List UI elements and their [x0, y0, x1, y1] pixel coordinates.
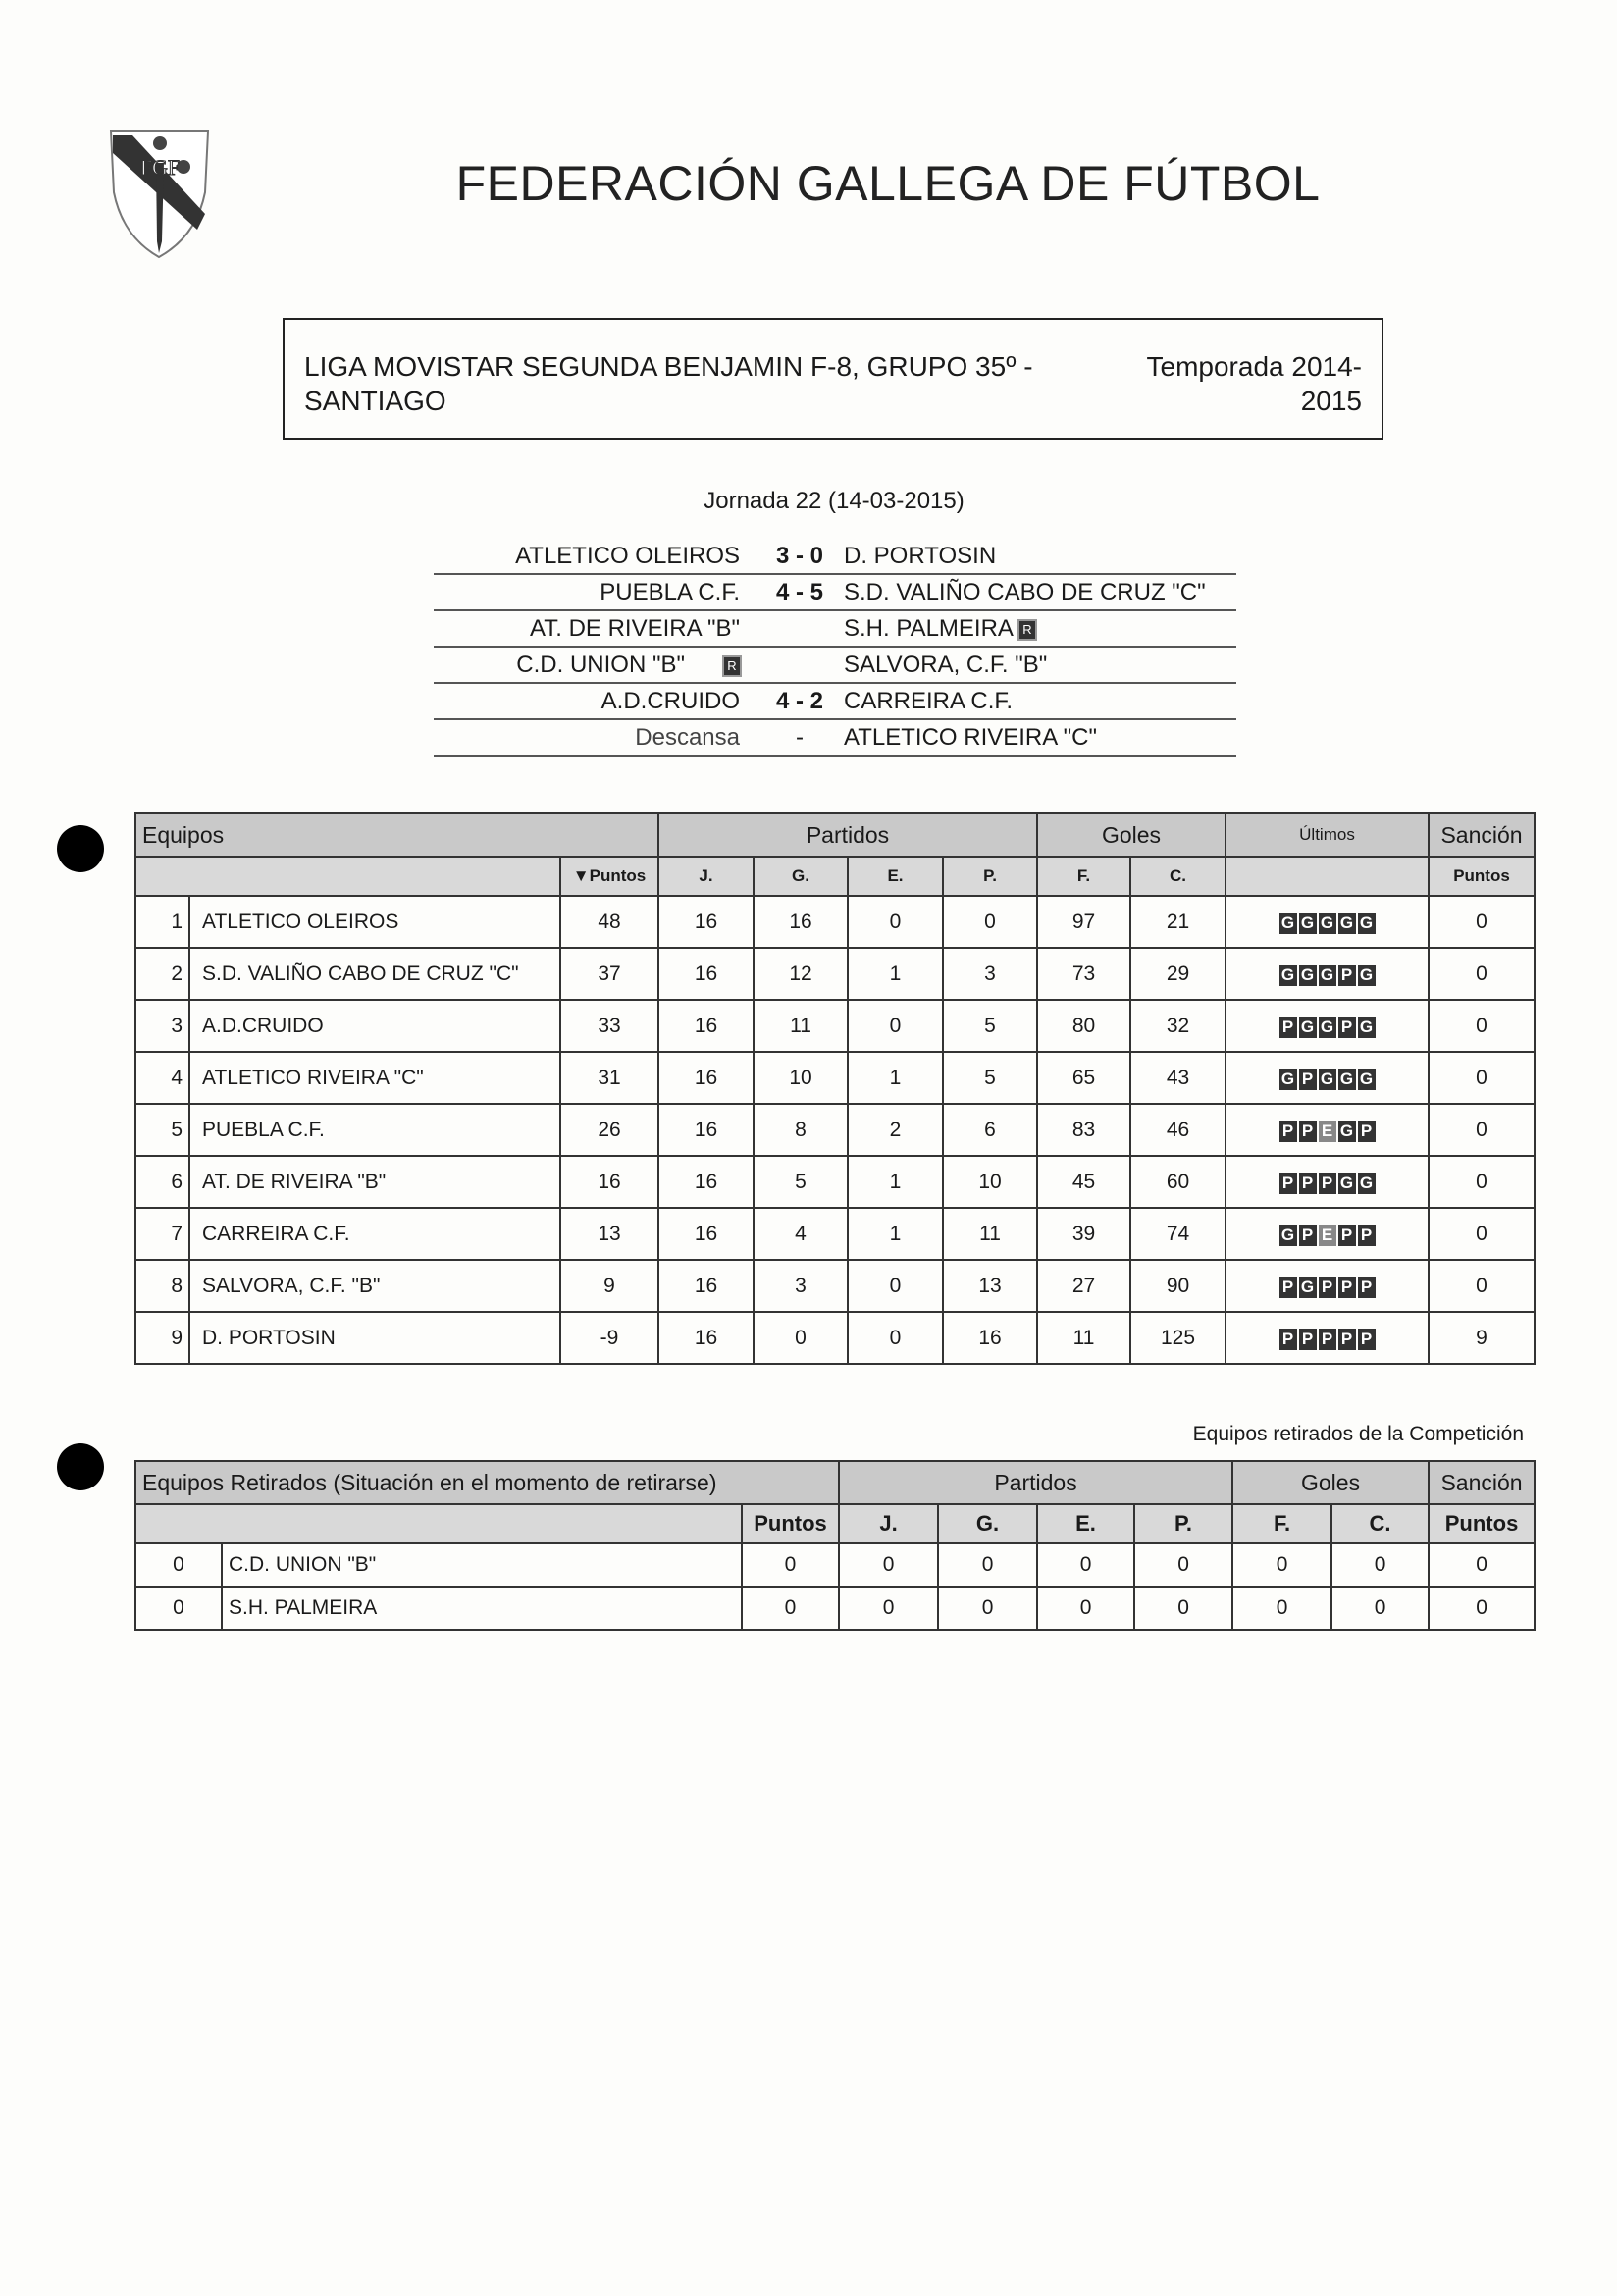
stat-j: 16 [658, 1104, 754, 1156]
team-name: CARREIRA C.F. [189, 1208, 560, 1260]
stat-g: 12 [754, 948, 848, 1000]
stat-g: 0 [754, 1312, 848, 1364]
sanction-points: 0 [1429, 1208, 1535, 1260]
stat-j: 0 [839, 1543, 938, 1587]
sanction-points: 0 [1429, 1052, 1535, 1104]
group-sancion: Sanción [1429, 1461, 1535, 1504]
stat-c: 0 [1331, 1587, 1429, 1630]
stat-f: 0 [1232, 1587, 1331, 1630]
form-badge-P: P [1279, 1277, 1297, 1298]
sanction-points: 0 [1429, 1587, 1535, 1630]
table-row [135, 1260, 1535, 1312]
form-badge-G: G [1319, 1017, 1336, 1038]
stat-p: 10 [943, 1156, 1037, 1208]
table-row [135, 1312, 1535, 1364]
stat-j: 16 [658, 1312, 754, 1364]
group-partidos: Partidos [658, 813, 1037, 857]
group-ultimos: Últimos [1226, 813, 1429, 857]
form-badge-G: G [1358, 1017, 1376, 1038]
form-badge-G: G [1299, 965, 1317, 986]
stat-g: 4 [754, 1208, 848, 1260]
group-partidos: Partidos [839, 1461, 1232, 1504]
score: 4 - 2 [775, 688, 824, 714]
recent-form [1226, 1000, 1429, 1052]
stat-p: 11 [943, 1208, 1037, 1260]
form-badge-P: P [1319, 1329, 1336, 1350]
form-badge-G: G [1299, 1277, 1317, 1298]
stat-f: 65 [1037, 1052, 1130, 1104]
position: 7 [135, 1208, 189, 1260]
retired-badge-icon: R [1019, 621, 1035, 639]
group-sancion: Sanción [1429, 813, 1535, 857]
home-team: C.D. UNION "B" [516, 652, 685, 678]
position: 2 [135, 948, 189, 1000]
form-badge-G: G [1279, 913, 1297, 934]
stat-p: 0 [1134, 1543, 1232, 1587]
fixture-row [434, 611, 1236, 648]
stat-pts: 13 [560, 1208, 658, 1260]
form-badge-E: E [1319, 1121, 1336, 1142]
form-badge-G: G [1319, 913, 1336, 934]
stat-c: 90 [1130, 1260, 1226, 1312]
col-sancion-puntos: Puntos [1429, 1504, 1535, 1543]
stat-c: 21 [1130, 896, 1226, 948]
recent-form [1226, 1312, 1429, 1364]
league-name: LIGA MOVISTAR SEGUNDA BENJAMIN F-8, GRUPO 35º - SANTIAGO [304, 351, 1033, 416]
form-badge-E: E [1319, 1225, 1336, 1246]
team-name: S.D. VALIÑO CABO DE CRUZ "C" [189, 948, 560, 1000]
sanction-points: 0 [1429, 1260, 1535, 1312]
recent-form [1226, 896, 1429, 948]
stat-g: 11 [754, 1000, 848, 1052]
col-e: E. [1037, 1504, 1134, 1543]
stat-e: 2 [848, 1104, 943, 1156]
punch-hole [57, 1443, 104, 1490]
form-badge-G: G [1338, 1121, 1356, 1142]
sanction-points: 9 [1429, 1312, 1535, 1364]
table-row [135, 1587, 1535, 1630]
season-label: Temporada 2014-2015 [1146, 351, 1362, 416]
position: 0 [135, 1587, 222, 1630]
form-badge-P: P [1279, 1017, 1297, 1038]
form-badge-P: P [1279, 1173, 1297, 1194]
stat-p: 6 [943, 1104, 1037, 1156]
svg-text:FGF: FGF [139, 155, 181, 180]
sanction-points: 0 [1429, 948, 1535, 1000]
stat-p: 16 [943, 1312, 1037, 1364]
league-info-box [283, 318, 1383, 440]
stat-c: 32 [1130, 1000, 1226, 1052]
position: 9 [135, 1312, 189, 1364]
home-team: Descansa [635, 724, 740, 751]
team-name: D. PORTOSIN [189, 1312, 560, 1364]
table-row [135, 1000, 1535, 1052]
col-f: F. [1232, 1504, 1331, 1543]
form-badge-G: G [1338, 1069, 1356, 1090]
form-badge-P: P [1358, 1225, 1376, 1246]
team-name: A.D.CRUIDO [189, 1000, 560, 1052]
table-row [135, 1208, 1535, 1260]
form-badge-G: G [1299, 913, 1317, 934]
stat-e: 0 [1037, 1543, 1134, 1587]
group-goles: Goles [1232, 1461, 1429, 1504]
form-badge-P: P [1358, 1329, 1376, 1350]
stat-e: 0 [848, 896, 943, 948]
stat-pts: -9 [560, 1312, 658, 1364]
stat-e: 1 [848, 1208, 943, 1260]
stat-g: 0 [938, 1543, 1037, 1587]
home-team-cell [530, 611, 740, 646]
stat-pts: 0 [742, 1587, 839, 1630]
sanction-points: 0 [1429, 896, 1535, 948]
table-row [135, 896, 1535, 948]
stat-f: 73 [1037, 948, 1130, 1000]
stat-p: 13 [943, 1260, 1037, 1312]
position: 1 [135, 896, 189, 948]
col-j: J. [658, 857, 754, 896]
stat-pts: 33 [560, 1000, 658, 1052]
retired-caption: Equipos retirados de la Competición [1192, 1423, 1524, 1445]
team-name: ATLETICO OLEIROS [189, 896, 560, 948]
stat-j: 16 [658, 1052, 754, 1104]
recent-form [1226, 1052, 1429, 1104]
team-name: PUEBLA C.F. [189, 1104, 560, 1156]
fixture-row [434, 575, 1236, 611]
form-badge-P: P [1358, 1121, 1376, 1142]
table-row [135, 1052, 1535, 1104]
fixture-row [434, 539, 1236, 575]
stat-p: 0 [943, 896, 1037, 948]
fixture-row [434, 720, 1236, 757]
stat-c: 125 [1130, 1312, 1226, 1364]
col-e: E. [848, 857, 943, 896]
col-p: P. [943, 857, 1037, 896]
federation-logo [103, 124, 216, 261]
stat-g: 8 [754, 1104, 848, 1156]
form-badge-P: P [1299, 1173, 1317, 1194]
standings-table [134, 812, 1536, 1365]
position: 3 [135, 1000, 189, 1052]
stat-j: 16 [658, 1000, 754, 1052]
page-title: FEDERACIÓN GALLEGA DE FÚTBOL [455, 156, 1321, 211]
group-equipos: Equipos [135, 813, 658, 857]
group-goles: Goles [1037, 813, 1226, 857]
home-team-cell [515, 539, 740, 573]
form-badge-G: G [1319, 965, 1336, 986]
col-p: P. [1134, 1504, 1232, 1543]
table-row [135, 1543, 1535, 1587]
form-badge-P: P [1338, 965, 1356, 986]
stat-f: 0 [1232, 1543, 1331, 1587]
form-badge-G: G [1338, 1173, 1356, 1194]
form-badge-P: P [1338, 1277, 1356, 1298]
form-badge-G: G [1358, 1069, 1376, 1090]
team-name: AT. DE RIVEIRA "B" [189, 1156, 560, 1208]
form-badge-P: P [1299, 1121, 1317, 1142]
form-badge-P: P [1338, 1225, 1356, 1246]
stat-c: 46 [1130, 1104, 1226, 1156]
form-badge-G: G [1319, 1069, 1336, 1090]
form-badge-G: G [1299, 1017, 1317, 1038]
form-badge-P: P [1299, 1069, 1317, 1090]
score: 4 - 5 [775, 579, 824, 605]
form-badge-P: P [1358, 1277, 1376, 1298]
form-badge-P: P [1319, 1173, 1336, 1194]
stat-e: 1 [848, 1052, 943, 1104]
away-team-cell [844, 539, 996, 573]
form-badge-P: P [1299, 1329, 1317, 1350]
form-badge-G: G [1358, 965, 1376, 986]
form-badge-G: G [1358, 1173, 1376, 1194]
table-row [135, 1156, 1535, 1208]
stat-pts: 16 [560, 1156, 658, 1208]
fixture-row [434, 684, 1236, 720]
stat-pts: 31 [560, 1052, 658, 1104]
header-blank [135, 857, 560, 896]
stat-j: 16 [658, 1260, 754, 1312]
team-name: SALVORA, C.F. "B" [189, 1260, 560, 1312]
form-badge-G: G [1279, 965, 1297, 986]
stat-f: 39 [1037, 1208, 1130, 1260]
table-row [135, 948, 1535, 1000]
home-team-cell [601, 684, 740, 718]
sanction-points: 0 [1429, 1543, 1535, 1587]
stat-j: 16 [658, 896, 754, 948]
score: 3 - 0 [775, 543, 824, 569]
stat-p: 0 [1134, 1587, 1232, 1630]
team-name: C.D. UNION "B" [222, 1543, 742, 1587]
col-puntos: Puntos [742, 1504, 839, 1543]
position: 4 [135, 1052, 189, 1104]
stat-g: 10 [754, 1052, 848, 1104]
retired-badge-icon: R [724, 657, 740, 675]
col-c: C. [1331, 1504, 1429, 1543]
group-equipos-retirados: Equipos Retirados (Situación en el momento de retirarse) [135, 1461, 839, 1504]
form-badge-P: P [1319, 1277, 1336, 1298]
recent-form [1226, 948, 1429, 1000]
col-f: F. [1037, 857, 1130, 896]
form-badge-G: G [1358, 913, 1376, 934]
stat-f: 97 [1037, 896, 1130, 948]
score: - [796, 724, 804, 751]
position: 0 [135, 1543, 222, 1587]
form-badge-G: G [1338, 913, 1356, 934]
stat-pts: 26 [560, 1104, 658, 1156]
col-ultimos [1226, 857, 1429, 896]
stat-e: 0 [848, 1000, 943, 1052]
fixture-row [434, 648, 1236, 684]
stat-e: 0 [1037, 1587, 1134, 1630]
stat-e: 0 [848, 1260, 943, 1312]
stat-pts: 0 [742, 1543, 839, 1587]
col-g: G. [938, 1504, 1037, 1543]
position: 5 [135, 1104, 189, 1156]
stat-f: 83 [1037, 1104, 1130, 1156]
stat-p: 5 [943, 1000, 1037, 1052]
retired-table [134, 1460, 1536, 1631]
recent-form [1226, 1208, 1429, 1260]
form-badge-P: P [1299, 1225, 1317, 1246]
stat-j: 0 [839, 1587, 938, 1630]
team-name: ATLETICO RIVEIRA "C" [189, 1052, 560, 1104]
stat-j: 16 [658, 1208, 754, 1260]
col-sancion-puntos: Puntos [1429, 857, 1535, 896]
form-badge-G: G [1279, 1069, 1297, 1090]
stat-e: 0 [848, 1312, 943, 1364]
stat-e: 1 [848, 1156, 943, 1208]
sanction-points: 0 [1429, 1156, 1535, 1208]
col-puntos[interactable]: ▼Puntos [560, 857, 658, 896]
stat-c: 29 [1130, 948, 1226, 1000]
away-team-cell [844, 684, 1013, 718]
form-badge-P: P [1338, 1017, 1356, 1038]
sanction-points: 0 [1429, 1000, 1535, 1052]
away-team-cell [844, 720, 1097, 755]
away-team-cell [844, 611, 1035, 646]
stat-g: 3 [754, 1260, 848, 1312]
stat-c: 74 [1130, 1208, 1226, 1260]
stat-f: 80 [1037, 1000, 1130, 1052]
home-team: PUEBLA C.F. [600, 579, 740, 605]
stat-f: 27 [1037, 1260, 1130, 1312]
away-team: CARREIRA C.F. [844, 688, 1014, 714]
home-team: ATLETICO OLEIROS [515, 543, 740, 569]
home-team: AT. DE RIVEIRA "B" [530, 615, 740, 642]
stat-c: 60 [1130, 1156, 1226, 1208]
away-team: D. PORTOSIN [844, 543, 997, 569]
header-blank [135, 1504, 742, 1543]
form-badge-G: G [1279, 1225, 1297, 1246]
away-team: SALVORA, C.F. "B" [844, 652, 1048, 678]
stat-f: 45 [1037, 1156, 1130, 1208]
stat-c: 43 [1130, 1052, 1226, 1104]
recent-form [1226, 1156, 1429, 1208]
home-team: A.D.CRUIDO [600, 688, 740, 714]
col-g: G. [754, 857, 848, 896]
away-team-cell [844, 648, 1047, 682]
home-team-cell [635, 720, 740, 755]
form-badge-P: P [1338, 1329, 1356, 1350]
position: 8 [135, 1260, 189, 1312]
punch-hole [57, 825, 104, 872]
position: 6 [135, 1156, 189, 1208]
recent-form [1226, 1104, 1429, 1156]
stat-pts: 37 [560, 948, 658, 1000]
away-team: S.H. PALMEIRA [844, 615, 1014, 642]
stat-j: 16 [658, 948, 754, 1000]
table-row [135, 1104, 1535, 1156]
stat-p: 5 [943, 1052, 1037, 1104]
stat-g: 5 [754, 1156, 848, 1208]
stat-j: 16 [658, 1156, 754, 1208]
form-badge-P: P [1279, 1329, 1297, 1350]
home-team-cell [516, 648, 740, 682]
recent-form [1226, 1260, 1429, 1312]
round-title: Jornada 22 (14-03-2015) [704, 488, 965, 514]
col-c: C. [1130, 857, 1226, 896]
stat-f: 11 [1037, 1312, 1130, 1364]
team-name: S.H. PALMEIRA [222, 1587, 742, 1630]
fixtures-list [434, 539, 1236, 757]
stat-pts: 48 [560, 896, 658, 948]
away-team-cell [844, 575, 1206, 609]
away-team: S.D. VALIÑO CABO DE CRUZ "C" [844, 579, 1206, 605]
sanction-points: 0 [1429, 1104, 1535, 1156]
form-badge-P: P [1279, 1121, 1297, 1142]
stat-p: 3 [943, 948, 1037, 1000]
stat-g: 0 [938, 1587, 1037, 1630]
stat-pts: 9 [560, 1260, 658, 1312]
home-team-cell [600, 575, 740, 609]
stat-e: 1 [848, 948, 943, 1000]
stat-g: 16 [754, 896, 848, 948]
away-team: ATLETICO RIVEIRA "C" [844, 724, 1097, 751]
col-j: J. [839, 1504, 938, 1543]
stat-c: 0 [1331, 1543, 1429, 1587]
